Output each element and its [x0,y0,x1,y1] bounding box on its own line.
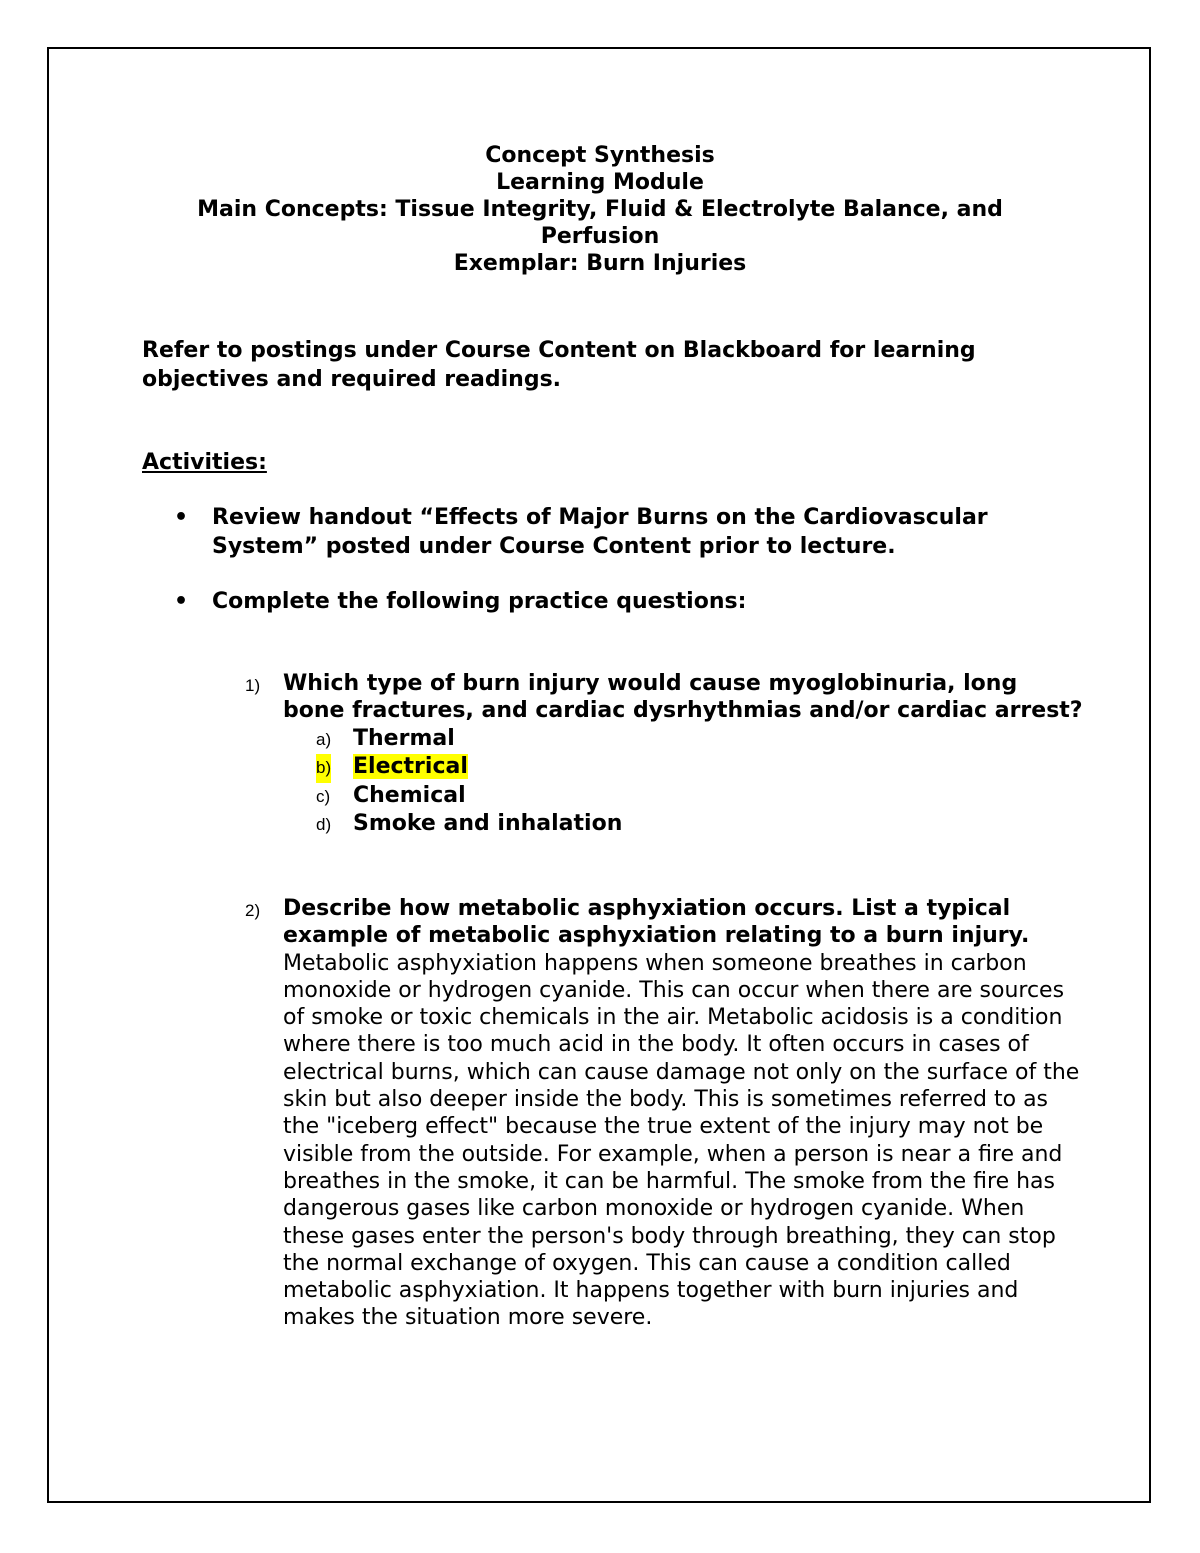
question-number: 2) [245,901,261,920]
header-main-concepts: Main Concepts: Tissue Integrity, Fluid & Electrolyte Balance, and Perfusion [197,197,1003,249]
bullet-item [174,503,1092,561]
answer-text: Metabolic asphyxiation happens when someone breathes in carbon monoxide or hydrogen cyanide. This can occur when there are sources of smoke or toxic chemicals in the air. Metabolic acidosis is a condition where there is too much acid in the body. It often occurs in cases of electrical burns, which can cause damage not only on the surface of the skin but also deeper inside the body. This is sometimes referred to as the "iceberg effect" because the true extent of the injury may not be visible from the outside. For example, when a person is near a fire and breathes in the smoke, it can be harmful. The smoke from the fire has dangerous gases like carbon monoxide or hydrogen cyanide. When these gases enter the person's body through breathing, they can stop the normal exchange of oxygen. This can cause a condition called metabolic asphyxiation. It happens together with burn injuries and makes the situation more severe. [283,950,1080,1331]
option-b-selected [283,753,1083,782]
option-d [283,810,1083,839]
question-text: Describe how metabolic asphyxiation occurs. List a typical example of metabolic asphyxiation relating to a burn injury. [283,896,1030,949]
bullet-text: Complete the following practice questions: [212,589,747,614]
bullet-item [174,587,1092,616]
option-label: a) [316,729,332,749]
option-label: b) [316,754,331,783]
question-2 [245,895,1083,1332]
bullet-icon: • [174,589,189,614]
intro-paragraph: Refer to postings under Course Content on Blackboard for learning objectives and required readings. [142,338,976,392]
option-text: Thermal [353,725,455,751]
option-text-highlighted: Electrical [353,754,468,780]
activities-heading: Activities: [142,450,267,475]
option-text: Chemical [353,782,466,808]
header-exemplar: Exemplar: Burn Injuries [453,251,747,276]
question-text: Which type of burn injury would cause myoglobinuria, long bone fractures, and cardiac dysrhythmias and/or cardiac arrest? [283,671,1083,724]
question-1 [245,670,1083,839]
question-number: 1) [245,676,261,695]
header-title: Concept Synthesis [485,143,715,168]
bullet-icon: • [174,505,189,530]
option-c [283,782,1083,811]
document-header [140,142,1060,277]
header-module: Learning Module [496,170,704,195]
option-label: d) [316,815,332,835]
option-text: Smoke and inhalation [353,811,623,837]
answer-options [283,725,1083,839]
option-a [283,725,1083,754]
option-label: c) [316,786,331,806]
bullet-text: Review handout “Effects of Major Burns on the Cardiovascular System” posted under Course Content prior to lecture. [212,505,988,559]
